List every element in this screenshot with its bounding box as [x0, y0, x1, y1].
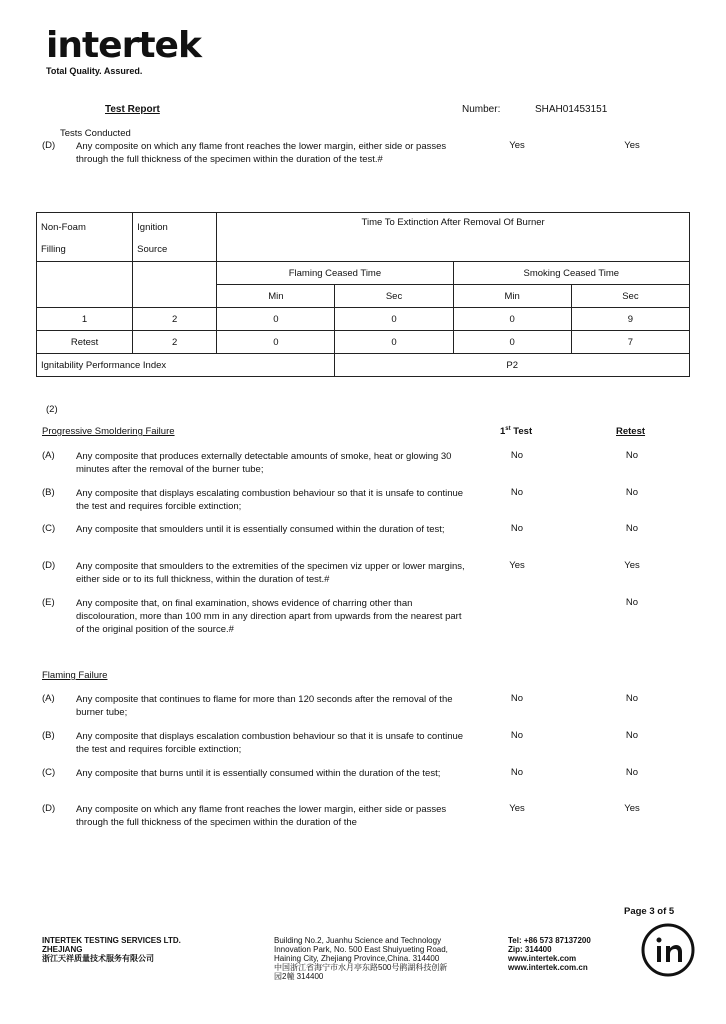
item-text: Any composite on which any flame front reaches the lower margin, either side or passes through the full thickness of the specimen within the duration of the test.# — [76, 141, 447, 165]
table-cell: 0 — [453, 331, 571, 354]
header-flaming: Flaming Ceased Time — [217, 262, 453, 285]
section-number: (2) — [46, 404, 58, 415]
item-text: Any composite that continues to flame for more than 120 seconds after the removal of the burner tube; — [76, 694, 453, 718]
logo-wordmark: intertek — [46, 25, 201, 66]
table-cell: 0 — [217, 331, 335, 354]
item-letter: (C) — [42, 767, 56, 778]
item-letter: (B) — [42, 487, 55, 498]
index-label: Ignitability Performance Index — [37, 354, 335, 377]
header-ignition: Ignition Source — [133, 213, 217, 262]
item-letter: (B) — [42, 730, 55, 741]
item-text: Any composite that smoulders until it is essentially consumed within the duration of test; — [76, 524, 445, 535]
item-letter: (D) — [42, 803, 56, 814]
table-cell: 0 — [335, 331, 453, 354]
item-letter: (A) — [42, 693, 55, 704]
retest-result: No — [625, 597, 639, 608]
first-test-result: No — [510, 730, 524, 741]
item-text: Any composite that burns until it is essentially consumed within the duration of the test; — [76, 768, 441, 779]
item-text: Any composite that displays escalation combustion behaviour so that it is unsafe to continue the test and requires forcible extinction; — [76, 731, 464, 755]
retest-result: Yes — [624, 803, 640, 814]
first-test-result: No — [510, 693, 524, 704]
item-text: Any composite on which any flame front reaches the lower margin, either side or passes through the full thickness of the specimen within the duration of the — [76, 804, 447, 828]
blank-cell — [133, 262, 217, 308]
first-test-result: No — [510, 487, 524, 498]
retest-result: Yes — [624, 140, 640, 151]
header-min: Min — [453, 285, 571, 308]
index-row — [37, 354, 690, 377]
footer-company: INTERTEK TESTING SERVICES LTD. ZHEJIANG 浙江天祥质量技术服务有限公司 — [42, 936, 181, 963]
blank-cell — [37, 262, 133, 308]
item-letter: (D) — [42, 560, 56, 571]
table-cell: 7 — [571, 331, 689, 354]
header-sec: Sec — [335, 285, 453, 308]
item-letter: (C) — [42, 523, 56, 534]
table-cell: 0 — [217, 308, 335, 331]
intertek-logo — [46, 25, 201, 76]
retest-result: Yes — [624, 560, 640, 571]
item-letter: (E) — [42, 597, 55, 608]
section-title-flaming: Flaming Failure — [42, 670, 108, 681]
table-cell: 0 — [335, 308, 453, 331]
report-number-label: Number: — [462, 104, 501, 115]
tests-conducted-item — [0, 140, 726, 180]
retest-header: Retest — [616, 426, 646, 437]
retest-result: No — [625, 767, 639, 778]
item-text: Any composite that smoulders to the extremities of the specimen viz upper or lower margins, either side or to its full thickness, within the duration of test.# — [76, 561, 465, 585]
retest-result: No — [625, 730, 639, 741]
header-min: Min — [217, 285, 335, 308]
table-subheader-row — [37, 262, 690, 285]
table-cell: 2 — [133, 308, 217, 331]
page-number: Page 3 of 5 — [624, 906, 675, 917]
item-text: Any composite that produces externally detectable amounts of smoke, heat or glowing 30 minutes after the removal of the burner tube; — [76, 451, 452, 475]
first-test-result: Yes — [509, 560, 525, 571]
footer-address: Building No.2, Juanhu Science and Technology Innovation Park, No. 500 East Shuiyueting Road, Haining City, Zhejiang Province,China. 314400 中国浙江省海宁市水月亭东路500号鹃湖科技创新 园2幢 314400 — [274, 936, 448, 981]
first-test-result: Yes — [509, 803, 525, 814]
extinction-time-table — [36, 212, 690, 377]
footer-contact: Tel: +86 573 87137200 Zip: 314400 www.intertek.com www.intertek.com.cn — [508, 936, 591, 972]
first-test-result: Yes — [509, 140, 525, 151]
logo-tagline: Total Quality. Assured. — [46, 66, 143, 76]
section-title-smoldering: Progressive Smoldering Failure — [42, 426, 175, 437]
item-text: Any composite that displays escalating combustion behaviour so that it is unsafe to continue the test and requires forcible extinction; — [76, 488, 464, 512]
first-test-header: 1st Test — [500, 426, 533, 438]
retest-result: No — [625, 487, 639, 498]
header-sec: Sec — [571, 285, 689, 308]
table-row — [37, 308, 690, 331]
table-row — [37, 331, 690, 354]
header-nonfoam: Non-Foam Filling — [37, 213, 133, 262]
first-test-result: No — [510, 767, 524, 778]
first-test-result: No — [510, 450, 524, 461]
item-text: Any composite that, on final examination, shows evidence of charring other than discolouration, more than 100 mm in any direction apart from upwards from the nearest part of the original position of the source.# — [76, 598, 462, 635]
index-value: P2 — [335, 354, 690, 377]
tests-conducted-label: Tests Conducted — [60, 128, 131, 139]
report-number: SHAH01453151 — [535, 104, 608, 115]
first-test-result: No — [510, 523, 524, 534]
table-cell: 2 — [133, 331, 217, 354]
header-time-to-extinction: Time To Extinction After Removal Of Burner — [217, 213, 690, 262]
report-title: Test Report — [105, 104, 160, 115]
retest-result: No — [625, 523, 639, 534]
table-cell: 9 — [571, 308, 689, 331]
table-cell: 1 — [37, 308, 133, 331]
table-cell: Retest — [37, 331, 133, 354]
header-smoking: Smoking Ceased Time — [453, 262, 689, 285]
retest-result: No — [625, 693, 639, 704]
item-letter: (A) — [42, 450, 55, 461]
table-cell: 0 — [453, 308, 571, 331]
retest-result: No — [625, 450, 639, 461]
intertek-circle-logo-icon — [640, 922, 696, 978]
item-letter: (D) — [42, 140, 56, 151]
